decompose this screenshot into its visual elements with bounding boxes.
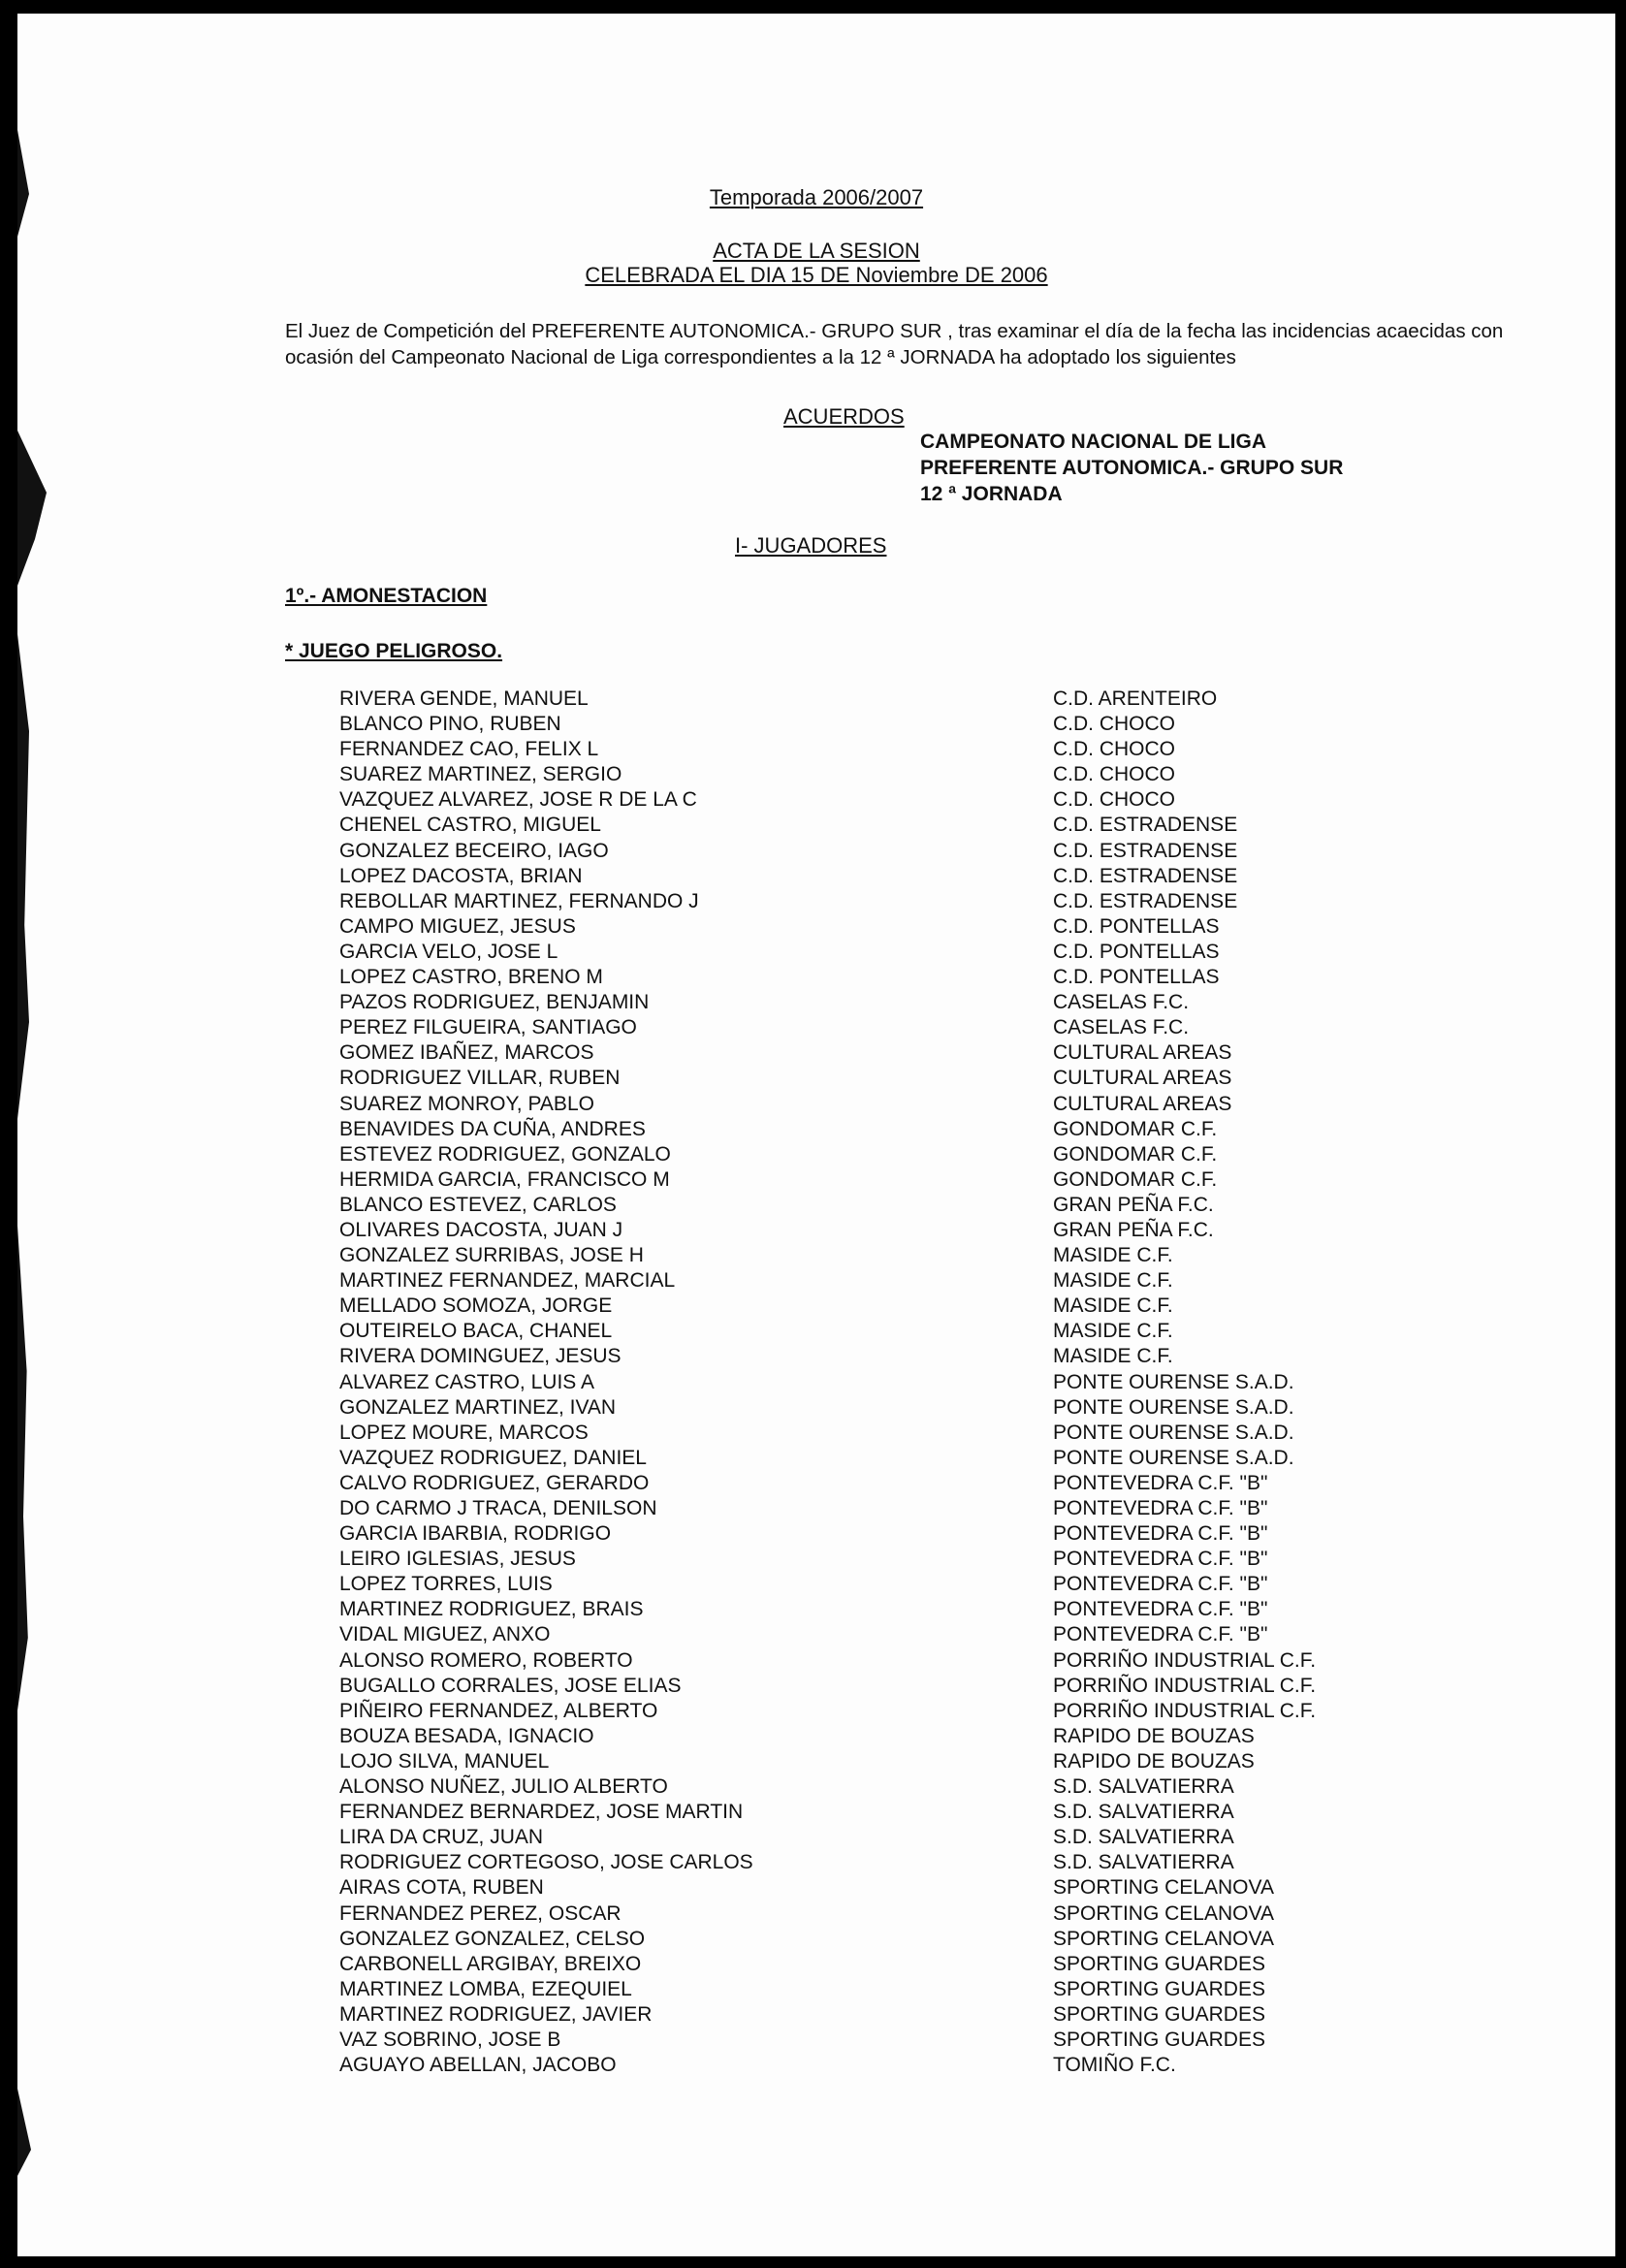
player-name: RIVERA GENDE, MANUEL [339, 687, 589, 710]
list-item [339, 1395, 1406, 1421]
player-club: C.D. CHOCO [1053, 738, 1175, 761]
player-club: SPORTING GUARDES [1053, 2002, 1265, 2026]
player-name: GOMEZ IBAÑEZ, MARCOS [339, 1041, 594, 1065]
player-name: ALONSO NUÑEZ, JULIO ALBERTO [339, 1775, 668, 1799]
list-item [339, 1092, 1406, 1117]
scan-edge-mark [17, 2089, 31, 2176]
player-club: SPORTING CELANOVA [1053, 1927, 1274, 1950]
list-item [339, 1117, 1406, 1142]
player-club: SPORTING GUARDES [1053, 1977, 1265, 2000]
list-item [339, 1547, 1406, 1572]
player-name: GARCIA IBARBIA, RODRIGO [339, 1522, 612, 1546]
player-club: PORRIÑO INDUSTRIAL C.F. [1053, 1699, 1317, 1722]
list-item [339, 1471, 1406, 1496]
player-club: GONDOMAR C.F. [1053, 1142, 1218, 1166]
player-name: FERNANDEZ BERNARDEZ, JOSE MARTIN [339, 1801, 744, 1824]
document-page [17, 14, 1615, 2256]
list-item [339, 1927, 1406, 1952]
acta-title: ACTA DE LA SESION [713, 239, 920, 263]
session-date-title: CELEBRADA EL DIA 15 DE Noviembre DE 2006 [585, 263, 1048, 287]
list-item [339, 1040, 1406, 1066]
player-club: C.D. ESTRADENSE [1053, 864, 1238, 887]
player-name: VAZ SOBRINO, JOSE B [339, 2028, 561, 2051]
player-club: C.D. CHOCO [1053, 788, 1175, 812]
player-name: BLANCO ESTEVEZ, CARLOS [339, 1193, 617, 1216]
player-name: CAMPO MIGUEZ, JESUS [339, 914, 576, 938]
list-item [339, 1142, 1406, 1167]
player-name: MARTINEZ RODRIGUEZ, BRAIS [339, 1598, 644, 1621]
list-item [339, 1774, 1406, 1800]
player-name: RODRIGUEZ VILLAR, RUBEN [339, 1067, 621, 1090]
intro-paragraph: El Juez de Competición del PREFERENTE AUTONOMICA.- GRUPO SUR , tras examinar el día de la fecha las incidencias acaecidas con ocasión del Campeonato Nacional de Liga correspondientes a la 12 ª JORNADA ha adoptado los siguientes [285, 320, 1504, 368]
player-club: MASIDE C.F. [1053, 1294, 1173, 1318]
group-line: PREFERENTE AUTONOMICA.- GRUPO SUR [920, 457, 1344, 479]
list-item [339, 889, 1406, 914]
player-name: SUAREZ MONROY, PABLO [339, 1092, 594, 1115]
list-item [339, 1370, 1406, 1395]
player-club: CULTURAL AREAS [1053, 1041, 1232, 1065]
player-name: GONZALEZ GONZALEZ, CELSO [339, 1927, 646, 1950]
player-club: SPORTING GUARDES [1053, 2028, 1265, 2051]
player-name: VIDAL MIGUEZ, ANXO [339, 1623, 551, 1646]
player-club: C.D. ARENTEIRO [1053, 687, 1218, 710]
player-club: PONTEVEDRA C.F. "B" [1053, 1598, 1268, 1621]
scan-edge-mark [17, 130, 29, 237]
list-item [339, 1597, 1406, 1622]
player-name: VAZQUEZ RODRIGUEZ, DANIEL [339, 1446, 647, 1469]
player-club: MASIDE C.F. [1053, 1244, 1173, 1267]
list-item [339, 1875, 1406, 1901]
list-item [339, 1066, 1406, 1091]
player-club: PONTEVEDRA C.F. "B" [1053, 1623, 1268, 1646]
player-name: LIRA DA CRUZ, JUAN [339, 1826, 544, 1849]
player-name: DO CARMO J TRACA, DENILSON [339, 1497, 657, 1519]
season-title: Temporada 2006/2007 [709, 185, 924, 209]
player-club: CASELAS F.C. [1053, 1016, 1190, 1039]
player-name: CHENEL CASTRO, MIGUEL [339, 814, 601, 837]
player-club: MASIDE C.F. [1053, 1320, 1173, 1343]
player-name: MARTINEZ LOMBA, EZEQUIEL [339, 1977, 632, 2000]
list-item [339, 1674, 1406, 1699]
player-club: PORRIÑO INDUSTRIAL C.F. [1053, 1648, 1317, 1672]
list-item [339, 1749, 1406, 1774]
player-club: GONDOMAR C.F. [1053, 1117, 1218, 1140]
player-name: CALVO RODRIGUEZ, GERARDO [339, 1471, 650, 1494]
list-item [339, 1193, 1406, 1218]
player-name: AIRAS COTA, RUBEN [339, 1876, 544, 1900]
list-item [339, 737, 1406, 762]
player-club: S.D. SALVATIERRA [1053, 1826, 1234, 1849]
list-item [339, 1622, 1406, 1647]
player-name: FERNANDEZ CAO, FELIX L [339, 738, 599, 761]
player-name: BOUZA BESADA, IGNACIO [339, 1724, 594, 1747]
player-name: SUAREZ MARTINEZ, SERGIO [339, 763, 622, 786]
list-item [339, 787, 1406, 813]
list-item [339, 1825, 1406, 1850]
player-club: TOMIÑO F.C. [1053, 2054, 1176, 2077]
player-club: C.D. ESTRADENSE [1053, 889, 1238, 912]
player-club: C.D. CHOCO [1053, 763, 1175, 786]
player-club: C.D. PONTELLAS [1053, 966, 1220, 989]
list-item [339, 864, 1406, 889]
player-club: PONTE OURENSE S.A.D. [1053, 1446, 1294, 1469]
list-item [339, 2053, 1406, 2078]
player-name: ALVAREZ CASTRO, LUIS A [339, 1370, 594, 1393]
player-club: PONTEVEDRA C.F. "B" [1053, 1522, 1268, 1546]
player-club: GONDOMAR C.F. [1053, 1167, 1218, 1191]
player-name: GONZALEZ SURRIBAS, JOSE H [339, 1244, 644, 1267]
player-club: C.D. ESTRADENSE [1053, 814, 1238, 837]
list-item [339, 2002, 1406, 2028]
player-club: PONTE OURENSE S.A.D. [1053, 1395, 1294, 1419]
player-club: S.D. SALVATIERRA [1053, 1775, 1234, 1799]
player-name: CARBONELL ARGIBAY, BREIXO [339, 1952, 642, 1975]
player-name: FERNANDEZ PEREZ, OSCAR [339, 1901, 622, 1925]
acuerdos-heading: ACUERDOS [783, 404, 905, 429]
juego-peligroso-heading: * JUEGO PELIGROSO. [285, 640, 503, 662]
player-name: HERMIDA GARCIA, FRANCISCO M [339, 1167, 670, 1191]
player-name: BENAVIDES DA CUÑA, ANDRES [339, 1117, 646, 1140]
list-item [339, 1724, 1406, 1749]
player-name: GONZALEZ MARTINEZ, IVAN [339, 1395, 617, 1419]
player-name: GONZALEZ BECEIRO, IAGO [339, 839, 609, 862]
list-item [339, 1421, 1406, 1446]
player-name: RIVERA DOMINGUEZ, JESUS [339, 1345, 622, 1368]
player-club: PONTEVEDRA C.F. "B" [1053, 1573, 1268, 1596]
player-club: SPORTING CELANOVA [1053, 1901, 1274, 1925]
player-club: SPORTING GUARDES [1053, 1952, 1265, 1975]
player-club: C.D. ESTRADENSE [1053, 839, 1238, 862]
player-club: RAPIDO DE BOUZAS [1053, 1724, 1255, 1747]
player-name: BUGALLO CORRALES, JOSE ELIAS [339, 1674, 682, 1697]
list-item [339, 1901, 1406, 1927]
list-item [339, 1977, 1406, 2002]
player-name: RODRIGUEZ CORTEGOSO, JOSE CARLOS [339, 1851, 753, 1874]
player-name: VAZQUEZ ALVAREZ, JOSE R DE LA C [339, 788, 697, 812]
player-name: MELLADO SOMOZA, JORGE [339, 1294, 613, 1318]
player-name: PEREZ FILGUEIRA, SANTIAGO [339, 1016, 637, 1039]
list-item [339, 1446, 1406, 1471]
list-item [339, 839, 1406, 864]
player-name: AGUAYO ABELLAN, JACOBO [339, 2054, 617, 2077]
championship-block [920, 429, 1343, 507]
player-club: CULTURAL AREAS [1053, 1067, 1232, 1090]
player-club: PONTEVEDRA C.F. "B" [1053, 1497, 1268, 1519]
player-name: BLANCO PINO, RUBEN [339, 713, 561, 736]
player-name: MARTINEZ FERNANDEZ, MARCIAL [339, 1269, 676, 1293]
player-club: MASIDE C.F. [1053, 1345, 1173, 1368]
player-club: PONTEVEDRA C.F. "B" [1053, 1548, 1268, 1571]
player-club: RAPIDO DE BOUZAS [1053, 1749, 1255, 1773]
list-item [339, 1218, 1406, 1243]
list-item [339, 2028, 1406, 2053]
player-club: CASELAS F.C. [1053, 991, 1190, 1014]
player-name: ALONSO ROMERO, ROBERTO [339, 1648, 633, 1672]
player-club: C.D. PONTELLAS [1053, 940, 1220, 963]
amonestacion-heading: 1º.- AMONESTACION [285, 585, 488, 607]
section-jugadores-heading: I- JUGADORES [735, 533, 887, 558]
player-name: LOPEZ CASTRO, BRENO M [339, 966, 603, 989]
player-name: REBOLLAR MARTINEZ, FERNANDO J [339, 889, 699, 912]
list-item [339, 965, 1406, 990]
player-name: LOPEZ TORRES, LUIS [339, 1573, 553, 1596]
list-item [339, 990, 1406, 1015]
list-item [339, 1294, 1406, 1319]
list-item [339, 940, 1406, 965]
player-name: OLIVARES DACOSTA, JUAN J [339, 1218, 623, 1241]
player-name: GARCIA VELO, JOSE L [339, 940, 558, 963]
list-item [339, 1850, 1406, 1875]
list-item [339, 1344, 1406, 1369]
scan-edge-mark [17, 431, 47, 586]
jornada-line: 12 ª JORNADA [920, 483, 1063, 505]
list-item [339, 1572, 1406, 1597]
player-club: C.D. CHOCO [1053, 713, 1175, 736]
player-club: GRAN PEÑA F.C. [1053, 1218, 1214, 1241]
list-item [339, 1952, 1406, 1977]
player-club: PONTE OURENSE S.A.D. [1053, 1421, 1294, 1444]
list-item [339, 762, 1406, 787]
player-club: S.D. SALVATIERRA [1053, 1851, 1234, 1874]
list-item [339, 712, 1406, 737]
list-item [339, 1268, 1406, 1294]
player-club: SPORTING CELANOVA [1053, 1876, 1274, 1900]
scan-edge-mark [17, 634, 29, 1119]
player-club: MASIDE C.F. [1053, 1269, 1173, 1293]
list-item [339, 1699, 1406, 1724]
player-name: LOPEZ MOURE, MARCOS [339, 1421, 589, 1444]
scan-edge-mark [17, 1226, 29, 1710]
list-item [339, 813, 1406, 838]
player-club: S.D. SALVATIERRA [1053, 1801, 1234, 1824]
player-name: LOPEZ DACOSTA, BRIAN [339, 864, 583, 887]
list-item [339, 1015, 1406, 1040]
player-name: LEIRO IGLESIAS, JESUS [339, 1548, 576, 1571]
player-club: PONTEVEDRA C.F. "B" [1053, 1471, 1268, 1494]
list-item [339, 1496, 1406, 1521]
list-item [339, 1243, 1406, 1268]
player-club: CULTURAL AREAS [1053, 1092, 1232, 1115]
player-name: LOJO SILVA, MANUEL [339, 1749, 550, 1773]
player-name: MARTINEZ RODRIGUEZ, JAVIER [339, 2002, 653, 2026]
list-item [339, 1167, 1406, 1193]
list-item [339, 687, 1406, 712]
list-item [339, 1521, 1406, 1547]
player-name: OUTEIRELO BACA, CHANEL [339, 1320, 613, 1343]
player-name: PIÑEIRO FERNANDEZ, ALBERTO [339, 1699, 658, 1722]
list-item [339, 1319, 1406, 1344]
player-club: PONTE OURENSE S.A.D. [1053, 1370, 1294, 1393]
player-club: C.D. PONTELLAS [1053, 914, 1220, 938]
player-club: PORRIÑO INDUSTRIAL C.F. [1053, 1674, 1317, 1697]
players-list [339, 687, 1406, 2078]
list-item [339, 914, 1406, 940]
list-item [339, 1648, 1406, 1674]
championship-line: CAMPEONATO NACIONAL DE LIGA [920, 431, 1267, 453]
list-item [339, 1800, 1406, 1825]
player-name: ESTEVEZ RODRIGUEZ, GONZALO [339, 1142, 671, 1166]
player-club: GRAN PEÑA F.C. [1053, 1193, 1214, 1216]
player-name: PAZOS RODRIGUEZ, BENJAMIN [339, 991, 650, 1014]
